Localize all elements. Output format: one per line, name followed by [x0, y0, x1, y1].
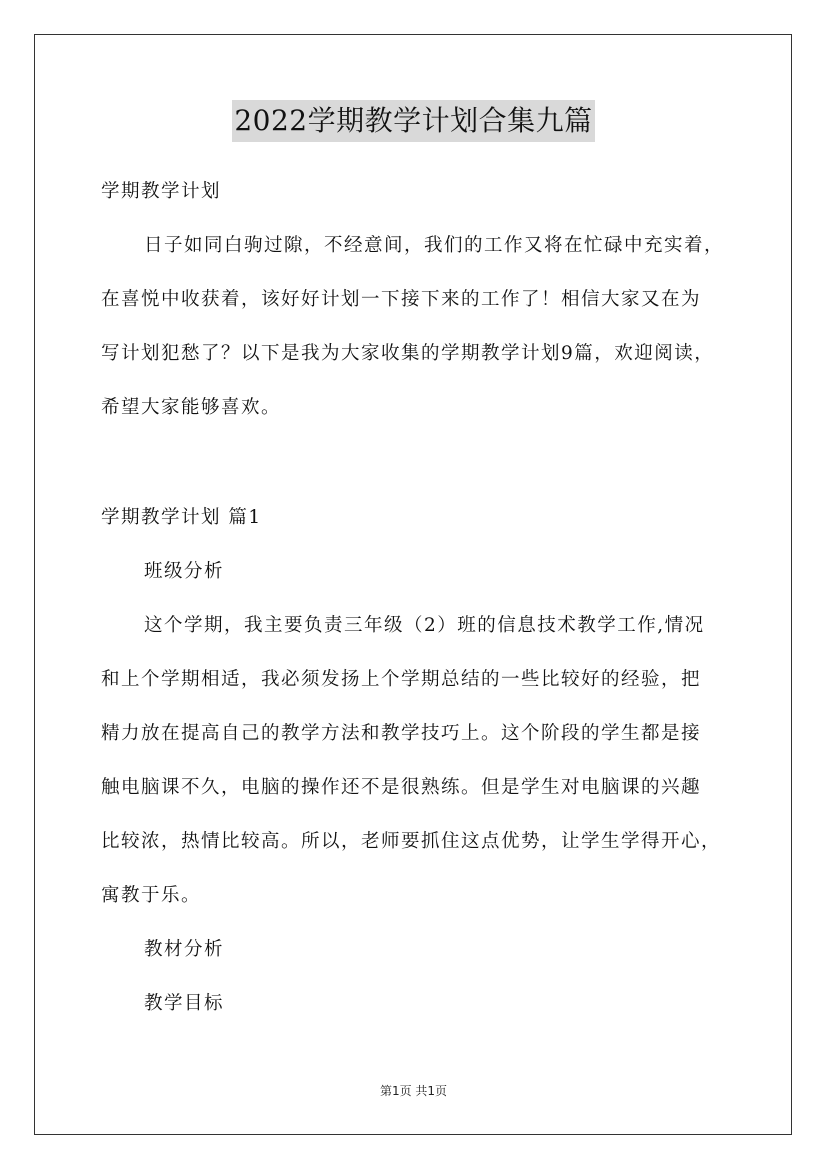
class-analysis-line: 寓教于乐。 [101, 885, 202, 906]
title-container [0, 100, 827, 142]
class-analysis-line: 触电脑课不久，电脑的操作还不是很熟练。但是学生对电脑课的兴趣 [101, 777, 702, 798]
intro-line: 在喜悦中收获着，该好好计划一下接下来的工作了！相信大家又在为 [101, 289, 702, 310]
intro-line: 写计划犯愁了？以下是我为大家收集的学期教学计划9篇，欢迎阅读， [101, 343, 715, 364]
intro-line: 希望大家能够喜欢。 [101, 397, 282, 418]
class-analysis-line: 精力放在提高自己的教学方法和教学技巧上。这个阶段的学生都是接 [101, 723, 702, 744]
intro-line: 日子如同白驹过隙，不经意间，我们的工作又将在忙碌中充实着， [144, 235, 725, 256]
teaching-goals-heading: 教学目标 [144, 993, 225, 1014]
section1-heading: 学期教学计划 篇1 [101, 507, 262, 528]
textbook-analysis-heading: 教材分析 [144, 939, 225, 960]
class-analysis-line: 比较浓，热情比较高。所以，老师要抓住这点优势，让学生学得开心， [101, 831, 722, 852]
intro-heading: 学期教学计划 [101, 181, 222, 202]
class-analysis-heading: 班级分析 [144, 561, 225, 582]
page-footer: 第1页 共1页 [379, 1084, 448, 1098]
document-title: 2022学期教学计划合集九篇 [232, 100, 594, 142]
class-analysis-line: 这个学期，我主要负责三年级（2）班的信息技术教学工作,情况 [144, 615, 705, 636]
class-analysis-line: 和上个学期相适，我必须发扬上个学期总结的一些比较好的经验，把 [101, 669, 702, 690]
